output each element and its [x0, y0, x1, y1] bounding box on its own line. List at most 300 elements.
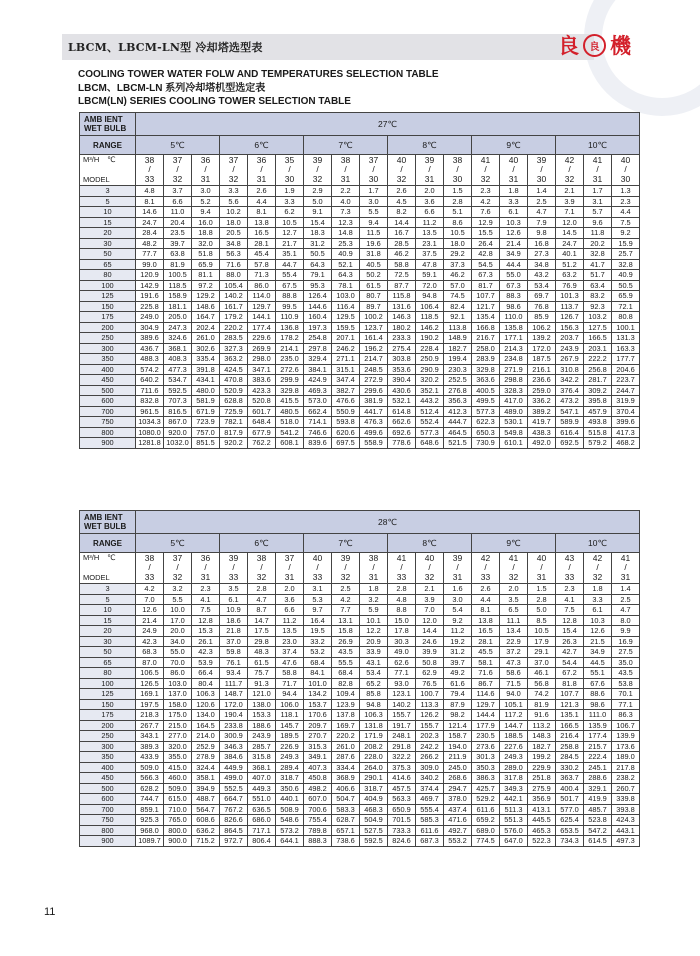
- flow-cell: 50.5: [304, 249, 332, 260]
- inlet-temp: 39: [424, 154, 435, 165]
- flow-cell: 26.3: [556, 636, 584, 647]
- table-row: [80, 364, 640, 375]
- flow-cell: 99.0: [136, 259, 164, 270]
- temperature-pair: [584, 553, 612, 584]
- temperature-pair: [220, 155, 248, 186]
- temperature-pair: [556, 155, 584, 186]
- flow-cell: 228.4: [416, 343, 444, 354]
- flow-cell: 88.6: [584, 689, 612, 700]
- flow-cell: 368.9: [332, 773, 360, 784]
- flow-cell: 9.2: [444, 615, 472, 626]
- flow-cell: 4.4: [472, 594, 500, 605]
- flow-cell: 581.9: [192, 396, 220, 407]
- flow-cell: 677.9: [248, 427, 276, 438]
- flow-cell: 636.2: [192, 825, 220, 836]
- temperature-pair: [136, 553, 164, 584]
- slash-separator: /: [148, 562, 151, 573]
- flow-cell: 243.9: [248, 731, 276, 742]
- flow-cell: 686.0: [248, 815, 276, 826]
- inlet-temp: 40: [424, 552, 435, 563]
- flow-cell: 41.7: [584, 259, 612, 270]
- temperature-pair: [276, 553, 304, 584]
- flow-cell: 44.7: [276, 259, 304, 270]
- temperature-row: [80, 553, 640, 584]
- flow-cell: 275.4: [388, 343, 416, 354]
- flow-cell: 235.0: [276, 354, 304, 365]
- flow-cell: 51.8: [192, 249, 220, 260]
- flow-cell: 37.5: [416, 249, 444, 260]
- slash-separator: /: [624, 164, 627, 175]
- flow-cell: 50.8: [416, 657, 444, 668]
- flow-cell: 324.6: [164, 333, 192, 344]
- selection-table-27c: [79, 112, 640, 449]
- flow-cell: 697.5: [332, 438, 360, 449]
- flow-cell: 444.7: [444, 417, 472, 428]
- flow-cell: 76.9: [556, 280, 584, 291]
- flow-cell: 692.6: [388, 427, 416, 438]
- flow-cell: 3.9: [416, 594, 444, 605]
- flow-cell: 499.0: [220, 773, 248, 784]
- flow-cell: 925.3: [136, 815, 164, 826]
- flow-cell: 551.3: [500, 815, 528, 826]
- flow-cell: 449.9: [220, 762, 248, 773]
- flow-cell: 61.5: [248, 657, 276, 668]
- flow-cell: 5.6: [220, 196, 248, 207]
- flow-cell: 6.2: [276, 207, 304, 218]
- slash-separator: /: [316, 164, 319, 175]
- wet-bulb-label: WET BULB: [84, 124, 127, 133]
- flow-cell: 10.2: [220, 207, 248, 218]
- model-cell: 300: [80, 741, 136, 752]
- flow-cell: 412.3: [444, 406, 472, 417]
- flow-cell: 2.8: [388, 584, 416, 595]
- model-cell: 65: [80, 259, 136, 270]
- flow-cell: 520.9: [220, 385, 248, 396]
- flow-cell: 21.8: [220, 626, 248, 637]
- range-row: [80, 136, 640, 155]
- temperature-pair: [472, 155, 500, 186]
- model-cell: 50: [80, 647, 136, 658]
- flow-cell: 106.4: [416, 301, 444, 312]
- flow-cell: 87.0: [136, 657, 164, 668]
- flow-cell: 14.6: [136, 207, 164, 218]
- flow-cell: 222.4: [584, 752, 612, 763]
- flow-cell: 54.4: [556, 657, 584, 668]
- flow-cell: 650.9: [388, 804, 416, 815]
- flow-cell: 13.5: [416, 228, 444, 239]
- flow-cell: 54.5: [472, 259, 500, 270]
- outlet-temp: 32: [508, 571, 519, 582]
- flow-cell: 129.5: [332, 312, 360, 323]
- flow-cell: 320.0: [164, 741, 192, 752]
- flow-cell: 610.1: [500, 438, 528, 449]
- flow-cell: 65.9: [192, 259, 220, 270]
- flow-cell: 194.0: [444, 741, 472, 752]
- flow-cell: 28.1: [248, 238, 276, 249]
- flow-cell: 197.3: [304, 322, 332, 333]
- flow-cell: 26.9: [332, 636, 360, 647]
- flow-cell: 28.5: [388, 238, 416, 249]
- table-row: [80, 270, 640, 281]
- flow-cell: 2.0: [276, 584, 304, 595]
- inlet-temp: 42: [480, 552, 491, 563]
- flow-cell: 220.2: [220, 322, 248, 333]
- inlet-temp: 35: [284, 154, 295, 165]
- flow-cell: 81.8: [556, 678, 584, 689]
- flow-cell: 234.8: [500, 354, 528, 365]
- flow-cell: 19.2: [444, 636, 472, 647]
- flow-cell: 39.7: [164, 238, 192, 249]
- temperature-pair: [612, 155, 640, 186]
- flow-cell: 136.8: [276, 322, 304, 333]
- flow-cell: 3.2: [360, 594, 388, 605]
- table-row: [80, 186, 640, 197]
- flow-cell: 233.8: [220, 720, 248, 731]
- flow-cell: 49.0: [388, 647, 416, 658]
- flow-cell: 303.8: [388, 354, 416, 365]
- flow-cell: 2.5: [612, 594, 640, 605]
- flow-cell: 5.0: [528, 605, 556, 616]
- flow-cell: 4.0: [332, 196, 360, 207]
- flow-cell: 45.4: [248, 249, 276, 260]
- outlet-temp: 32: [256, 571, 267, 582]
- flow-cell: 659.2: [472, 815, 500, 826]
- flow-cell: 717.1: [248, 825, 276, 836]
- flow-cell: 129.2: [192, 291, 220, 302]
- model-cell: 600: [80, 794, 136, 805]
- flow-cell: 386.3: [472, 773, 500, 784]
- slash-separator: /: [568, 164, 571, 175]
- flow-cell: 20.4: [164, 217, 192, 228]
- flow-cell: 566.3: [136, 773, 164, 784]
- flow-cell: 7.5: [192, 605, 220, 616]
- flow-cell: 89.7: [360, 301, 388, 312]
- flow-cell: 34.8: [220, 238, 248, 249]
- flow-cell: 18.6: [220, 615, 248, 626]
- flow-cell: 123.9: [332, 699, 360, 710]
- flow-cell: 10.3: [584, 615, 612, 626]
- flow-cell: 614.8: [388, 406, 416, 417]
- table-row: [80, 333, 640, 344]
- flow-cell: 404.9: [360, 794, 388, 805]
- flow-cell: 24.9: [136, 626, 164, 637]
- slash-separator: /: [232, 164, 235, 175]
- flow-cell: 7.5: [556, 605, 584, 616]
- model-cell: 200: [80, 322, 136, 333]
- slash-separator: /: [372, 562, 375, 573]
- flow-cell: 6.5: [500, 605, 528, 616]
- flow-cell: 2.2: [332, 186, 360, 197]
- flow-cell: 548.6: [276, 815, 304, 826]
- flow-cell: 5.0: [304, 196, 332, 207]
- flow-cell: 107.7: [556, 689, 584, 700]
- brand-mark: [558, 30, 631, 60]
- flow-cell: 166.5: [584, 333, 612, 344]
- flow-cell: 335.4: [192, 354, 220, 365]
- flow-cell: 58.1: [472, 657, 500, 668]
- flow-cell: 126.5: [136, 678, 164, 689]
- table-row: [80, 291, 640, 302]
- flow-cell: 70.1: [612, 689, 640, 700]
- outlet-temp: 33: [144, 571, 155, 582]
- flow-cell: 424.3: [612, 815, 640, 826]
- flow-cell: 53.4: [360, 668, 388, 679]
- flow-cell: 142.9: [136, 280, 164, 291]
- flow-cell: 423.3: [248, 385, 276, 396]
- flow-cell: 59.1: [416, 270, 444, 281]
- flow-cell: 24.7: [556, 238, 584, 249]
- flow-cell: 238.2: [612, 773, 640, 784]
- flow-cell: 12.6: [500, 228, 528, 239]
- flow-cell: 158.9: [164, 291, 192, 302]
- flow-cell: 246.2: [332, 343, 360, 354]
- flow-cell: 55.5: [332, 657, 360, 668]
- flow-cell: 29.8: [248, 636, 276, 647]
- flow-cell: 37.0: [528, 657, 556, 668]
- flow-cell: 425.7: [472, 783, 500, 794]
- flow-cell: 2.8: [444, 196, 472, 207]
- temperature-pair: [248, 553, 276, 584]
- flow-cell: 75.7: [248, 668, 276, 679]
- flow-cell: 593.8: [332, 417, 360, 428]
- temperature-pair: [360, 155, 388, 186]
- flow-cell: 408.3: [164, 354, 192, 365]
- flow-cell: 1034.3: [136, 417, 164, 428]
- flow-cell: 177.4: [248, 322, 276, 333]
- flow-cell: 87.9: [444, 699, 472, 710]
- range-value: 9℃: [472, 136, 556, 155]
- flow-cell: 592.5: [360, 836, 388, 847]
- model-cell: 700: [80, 406, 136, 417]
- model-cell: 80: [80, 270, 136, 281]
- flow-cell: 134.0: [192, 710, 220, 721]
- flow-cell: 547.2: [584, 825, 612, 836]
- flow-cell: 276.8: [444, 385, 472, 396]
- flow-cell: 343.1: [136, 731, 164, 742]
- flow-cell: 129.7: [472, 699, 500, 710]
- flow-cell: 547.1: [556, 406, 584, 417]
- flow-cell: 118.5: [164, 280, 192, 291]
- flow-cell: 177.7: [612, 354, 640, 365]
- flow-cell: 2.9: [304, 186, 332, 197]
- flow-cell: 181.1: [164, 301, 192, 312]
- table-row: [80, 438, 640, 449]
- flow-cell: 13.8: [472, 615, 500, 626]
- flow-cell: 137.8: [332, 710, 360, 721]
- flow-cell: 65.2: [360, 678, 388, 689]
- flow-cell: 57.8: [248, 259, 276, 270]
- table-row: [80, 752, 640, 763]
- flow-cell: 208.2: [360, 741, 388, 752]
- flow-cell: 864.5: [220, 825, 248, 836]
- flow-cell: 18.0: [444, 238, 472, 249]
- flow-cell: 4.8: [136, 186, 164, 197]
- temperature-pair: [556, 553, 584, 584]
- flow-cell: 320.2: [416, 375, 444, 386]
- flow-cell: 329.4: [304, 354, 332, 365]
- flow-cell: 106.3: [360, 710, 388, 721]
- inlet-temp: 39: [340, 552, 351, 563]
- flow-cell: 12.0: [416, 615, 444, 626]
- flow-cell: 86.7: [472, 678, 500, 689]
- flow-cell: 250.9: [416, 354, 444, 365]
- ambient-wet-bulb-label: [80, 511, 136, 534]
- document-titles: [78, 68, 439, 109]
- outlet-temp: 32: [480, 173, 491, 184]
- outlet-temp: 33: [396, 571, 407, 582]
- flow-cell: 267.9: [556, 354, 584, 365]
- flow-cell: 267.7: [136, 720, 164, 731]
- flow-cell: 227.6: [500, 741, 528, 752]
- flow-cell: 555.4: [416, 804, 444, 815]
- flow-cell: 91.3: [248, 678, 276, 689]
- flow-cell: 153.7: [304, 699, 332, 710]
- flow-cell: 375.3: [388, 762, 416, 773]
- range-label: RANGE: [80, 136, 136, 155]
- model-cell: 450: [80, 773, 136, 784]
- flow-cell: 21.7: [276, 238, 304, 249]
- flow-cell: 723.9: [192, 417, 220, 428]
- flow-cell: 577.0: [556, 804, 584, 815]
- flow-cell: 56.3: [220, 249, 248, 260]
- flow-cell: 40.9: [612, 270, 640, 281]
- flow-cell: 16.0: [192, 217, 220, 228]
- flow-cell: 347.1: [248, 364, 276, 375]
- flow-cell: 135.9: [584, 720, 612, 731]
- flow-cell: 214.3: [500, 343, 528, 354]
- flow-cell: 329.8: [472, 364, 500, 375]
- flow-cell: 85.9: [528, 312, 556, 323]
- flow-cell: 415.5: [276, 396, 304, 407]
- flow-cell: 58.8: [388, 259, 416, 270]
- range-row: [80, 534, 640, 553]
- ambient-wet-bulb-label: [80, 113, 136, 136]
- flow-cell: 30.3: [388, 636, 416, 647]
- flow-cell: 11.0: [164, 207, 192, 218]
- flow-cell: 4.1: [556, 594, 584, 605]
- flow-cell: 349.3: [500, 783, 528, 794]
- flow-cell: 278.9: [192, 752, 220, 763]
- flow-cell: 43.5: [332, 647, 360, 658]
- temperature-pair: [388, 553, 416, 584]
- flow-cell: 370.4: [612, 406, 640, 417]
- flow-cell: 972.7: [220, 836, 248, 847]
- flow-cell: 155.7: [388, 710, 416, 721]
- flow-cell: 504.9: [360, 815, 388, 826]
- table-row: [80, 584, 640, 595]
- flow-cell: 558.9: [360, 438, 388, 449]
- flow-cell: 259.0: [528, 385, 556, 396]
- flow-cell: 7.7: [332, 605, 360, 616]
- flow-cell: 2.6: [472, 584, 500, 595]
- flow-cell: 671.9: [192, 406, 220, 417]
- temperature-pair: [164, 155, 192, 186]
- flow-cell: 485.7: [584, 804, 612, 815]
- flow-cell: 471.6: [444, 815, 472, 826]
- flow-cell: 42.8: [472, 249, 500, 260]
- flow-cell: 277.0: [164, 731, 192, 742]
- flow-cell: 53.8: [612, 678, 640, 689]
- flow-cell: 21.4: [136, 615, 164, 626]
- flow-cell: 146.3: [388, 312, 416, 323]
- flow-cell: 389.3: [136, 741, 164, 752]
- flow-cell: 91.6: [528, 710, 556, 721]
- flow-cell: 291.8: [388, 741, 416, 752]
- flow-cell: 3.2: [164, 584, 192, 595]
- table-row: [80, 657, 640, 668]
- flow-cell: 470.8: [220, 375, 248, 386]
- brand-suffix: 機: [610, 33, 631, 58]
- flow-cell: 518.0: [276, 417, 304, 428]
- flow-cell: 268.6: [444, 773, 472, 784]
- flow-cell: 3.0: [444, 594, 472, 605]
- table-row: [80, 825, 640, 836]
- flow-cell: 144.4: [472, 710, 500, 721]
- inlet-temp: 36: [200, 154, 211, 165]
- inlet-temp: 39: [228, 552, 239, 563]
- slash-separator: /: [484, 562, 487, 573]
- flow-cell: 653.5: [556, 825, 584, 836]
- flow-cell: 169.7: [332, 720, 360, 731]
- table-row: [80, 249, 640, 260]
- flow-cell: 146.2: [416, 322, 444, 333]
- flow-cell: 34.8: [528, 259, 556, 270]
- inlet-temp: 41: [508, 552, 519, 563]
- flow-cell: 110.0: [500, 312, 528, 323]
- flow-cell: 166.5: [556, 720, 584, 731]
- flow-cell: 8.5: [528, 615, 556, 626]
- flow-cell: 12.7: [276, 228, 304, 239]
- flow-cell: 700.6: [304, 804, 332, 815]
- flow-cell: 1.4: [612, 584, 640, 595]
- flow-cell: 469.3: [304, 385, 332, 396]
- flow-cell: 243.9: [556, 343, 584, 354]
- flow-unit-line: [83, 553, 135, 563]
- flow-cell: 72.5: [388, 270, 416, 281]
- model-cell: 5: [80, 594, 136, 605]
- flow-cell: 336.2: [528, 396, 556, 407]
- title-chinese: LBCM、LBCM-LN 系列冷却塔机型选定表: [78, 82, 266, 94]
- temperature-pair: [220, 553, 248, 584]
- flow-cell: 283.9: [472, 354, 500, 365]
- flow-cell: 508.9: [276, 804, 304, 815]
- page-number: 11: [44, 906, 56, 918]
- flow-cell: 269.9: [248, 343, 276, 354]
- flow-cell: 611.6: [416, 825, 444, 836]
- flow-cell: 6.1: [220, 594, 248, 605]
- flow-cell: 35.1: [276, 249, 304, 260]
- flow-cell: 103.0: [332, 291, 360, 302]
- flow-cell: 3.1: [304, 584, 332, 595]
- flow-cell: 81.9: [528, 699, 556, 710]
- model-cell: 200: [80, 720, 136, 731]
- flow-cell: 215.7: [584, 741, 612, 752]
- flow-cell: 8.6: [444, 217, 472, 228]
- flow-cell: 16.4: [304, 615, 332, 626]
- flow-cell: 527.5: [360, 825, 388, 836]
- slash-separator: /: [148, 164, 151, 175]
- flow-cell: 765.0: [164, 815, 192, 826]
- slash-separator: /: [176, 164, 179, 175]
- flow-cell: 3.3: [584, 594, 612, 605]
- flow-cell: 436.7: [136, 343, 164, 354]
- flow-cell: 920.2: [220, 438, 248, 449]
- flow-cell: 489.0: [500, 406, 528, 417]
- flow-cell: 523.8: [584, 815, 612, 826]
- flow-cell: 664.7: [220, 794, 248, 805]
- flow-cell: 449.3: [248, 783, 276, 794]
- slash-separator: /: [596, 164, 599, 175]
